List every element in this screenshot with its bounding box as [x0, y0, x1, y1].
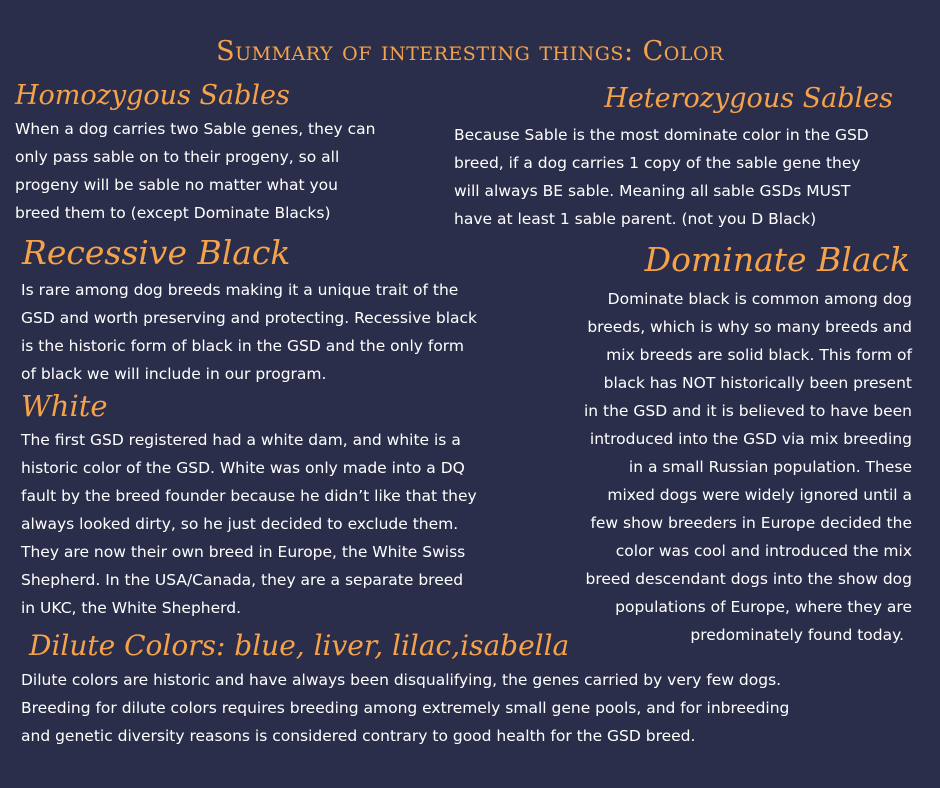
homozygous-sables-text [15, 115, 375, 227]
text-line: breed descendant dogs into the show dog [585, 570, 912, 588]
text-line: color was cool and introduced the mix [615, 542, 912, 560]
text-line: They are now their own breed in Europe, the White Swiss [21, 543, 466, 561]
text-line: GSD and worth preserving and protecting. Recessive black [21, 309, 478, 327]
text-line: in the GSD and it is believed to have been [583, 402, 912, 420]
text-line: mixed dogs were widely ignored until a [607, 486, 912, 504]
white-text [21, 426, 477, 622]
text-line: in a small Russian population. These [628, 458, 912, 476]
text-line: Dominate black is common among dog [607, 290, 912, 308]
page-title: Summary of interesting things: Color [216, 36, 724, 67]
text-line: few show breeders in Europe decided the [590, 514, 912, 532]
dominate-black-heading: Dominate Black [644, 240, 910, 279]
text-line: breed them to (except Dominate Blacks) [15, 204, 331, 222]
dominate-black-text [542, 285, 912, 649]
recessive-black-text [21, 276, 477, 388]
dilute-colors-text [21, 666, 789, 750]
text-line: Is rare among dog breeds making it a unique trait of the [21, 281, 459, 299]
text-line: fault by the breed founder because he didn’t like that they [21, 487, 477, 505]
text-line: progeny will be sable no matter what you [15, 176, 338, 194]
text-line: only pass sable on to their progeny, so all [15, 148, 340, 166]
text-line: breed, if a dog carries 1 copy of the sable gene they [454, 154, 861, 172]
text-line: Breeding for dilute colors requires breeding among extremely small gene pools, and for inbreeding [21, 699, 790, 717]
text-line: When a dog carries two Sable genes, they can [15, 120, 376, 138]
recessive-black-heading: Recessive Black [22, 233, 291, 272]
white-heading: White [21, 389, 108, 423]
heterozygous-sables-text [454, 121, 869, 233]
text-line: predominately found today. [690, 626, 904, 644]
text-line: historic color of the GSD. White was only made into a DQ [21, 459, 465, 477]
text-line: populations of Europe, where they are [615, 598, 912, 616]
text-line: mix breeds are solid black. This form of [606, 346, 912, 364]
text-line: and genetic diversity reasons is considered contrary to good health for the GSD breed. [21, 727, 696, 745]
heterozygous-sables-heading: Heterozygous Sables [604, 83, 893, 114]
text-line: black has NOT historically been present [603, 374, 912, 392]
text-line: of black we will include in our program. [21, 365, 327, 383]
text-line: is the historic form of black in the GSD and the only form [21, 337, 465, 355]
text-line: Shepherd. In the USA/Canada, they are a separate breed [21, 571, 464, 589]
text-line: breeds, which is why so many breeds and [587, 318, 912, 336]
text-line: always looked dirty, so he just decided to exclude them. [21, 515, 459, 533]
text-line: introduced into the GSD via mix breeding [589, 430, 912, 448]
dilute-colors-heading: Dilute Colors: blue, liver, lilac,isabella [29, 629, 570, 662]
text-line: Because Sable is the most dominate color in the GSD [454, 126, 869, 144]
text-line: Dilute colors are historic and have always been disqualifying, the genes carried by very few dogs. [21, 671, 782, 689]
text-line: in UKC, the White Shepherd. [21, 599, 242, 617]
text-line: will always BE sable. Meaning all sable GSDs MUST [454, 182, 851, 200]
text-line: The first GSD registered had a white dam, and white is a [21, 431, 461, 449]
homozygous-sables-heading: Homozygous Sables [15, 80, 290, 111]
text-line: have at least 1 sable parent. (not you D Black) [454, 210, 817, 228]
